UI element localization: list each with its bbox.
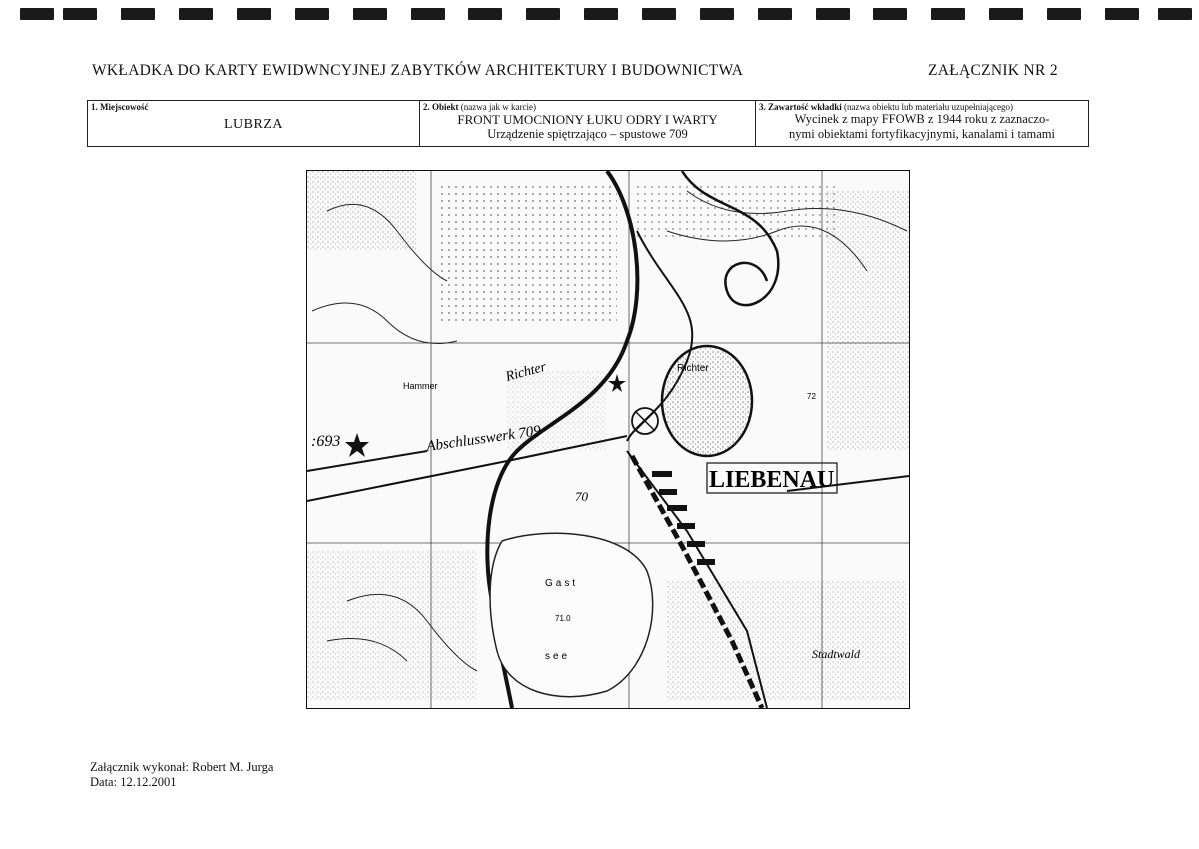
map-label-annotation: Abschlusswerk 709 <box>425 423 542 455</box>
contents-value-line2: nymi obiektami fortyfikacyjnymi, kanalami i tamami <box>789 127 1055 141</box>
contents-cell <box>756 101 1089 147</box>
object-value-line2: Urządzenie spiętrzająco – spustowe 709 <box>487 127 688 141</box>
map-drawing <box>307 171 909 708</box>
object-cell <box>420 101 756 147</box>
locality-cell <box>88 101 420 147</box>
contents-value-line1: Wycinek z mapy FFOWB z 1944 roku z zaznaczo- <box>794 112 1050 126</box>
footer <box>90 760 273 790</box>
map-label-richter: Richter <box>677 363 709 374</box>
map-label-town: LIEBENAU <box>709 467 835 493</box>
info-table <box>87 100 1089 147</box>
object-value-line1: FRONT UMOCNIONY ŁUKU ODRY I WARTY <box>457 112 718 127</box>
map-label-bunker: :693 <box>311 433 341 450</box>
map-label-lake1: Gast <box>545 578 579 589</box>
map-label-lake-num: 71.0 <box>555 614 571 623</box>
map-label-richter-hand: Richter <box>504 359 548 385</box>
map-label-hammer: Hammer <box>403 381 438 391</box>
footer-author: Załącznik wykonał: Robert M. Jurga <box>90 760 274 774</box>
binding-holes <box>0 8 1199 22</box>
locality-value: LUBRZA <box>224 117 283 132</box>
map-label-lake2: see <box>545 651 571 662</box>
contents-label: 3. Zawartość wkładki (nazwa obiektu lub materiału uzupełniającego) <box>759 102 1013 112</box>
map-label-70: 70 <box>575 489 588 504</box>
object-label: 2. Obiekt (nazwa jak w karcie) <box>423 102 536 112</box>
footer-date: Data: 12.12.2001 <box>90 775 177 789</box>
historical-map <box>306 170 910 709</box>
attachment-number: ZAŁĄCZNIK NR 2 <box>928 62 1058 79</box>
map-label-forest: Stadtwald <box>812 647 861 661</box>
locality-label: 1. Miejscowość <box>91 102 149 112</box>
document-title: WKŁADKA DO KARTY EWIDWNCYJNEJ ZABYTKÓW ARCHITEKTURY I BUDOWNICTWA <box>92 62 744 79</box>
map-label-72: 72 <box>807 392 816 401</box>
